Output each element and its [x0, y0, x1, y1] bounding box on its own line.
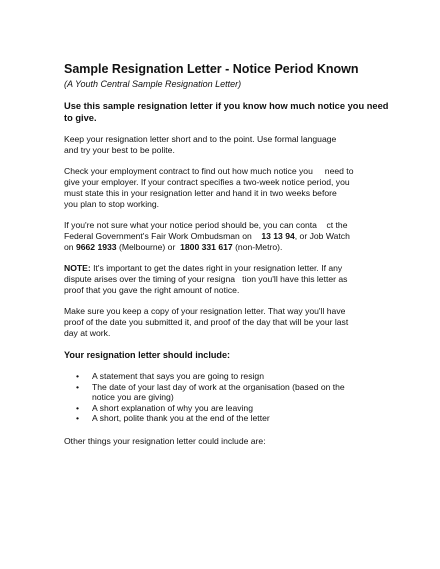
bullet-icon: •: [76, 381, 80, 392]
paragraph-check-contract: [64, 166, 384, 210]
closing-paragraph: Other things your resignation letter could include are:: [64, 435, 266, 446]
phone-job-watch-non-metro: 1800 331 617: [180, 242, 233, 252]
paragraph-line: If you're not sure what your notice period should be, you can conta ct the: [64, 220, 348, 230]
paragraph-line: must state this in your resignation letter and hand it in two weeks before: [64, 188, 337, 198]
text-fragment: on: [64, 242, 76, 252]
list-item: [64, 413, 384, 424]
text-fragment: , or Job Watch: [294, 231, 350, 241]
list-item-line: The date of your last day of work at the organisation (based on the: [92, 381, 345, 392]
paragraph-line: [64, 242, 384, 253]
list-item-line: A short, polite thank you at the end of the letter: [92, 413, 270, 424]
text-fragment: (non-Metro).: [232, 242, 283, 252]
paragraph-line: [64, 231, 384, 242]
paragraph-line: Keep your resignation letter short and to the point. Use formal language: [64, 134, 337, 144]
intro-line: to give.: [64, 113, 97, 123]
paragraph-line: proof of the date you submitted it, and proof of the day that will be your last: [64, 317, 349, 327]
paragraph-line: Make sure you keep a copy of your resignation letter. That way you'll have: [64, 306, 346, 316]
paragraph-line: Check your employment contract to find out how much notice you need to: [64, 166, 354, 176]
section-heading: Your resignation letter should include:: [64, 350, 231, 360]
text-fragment: It's important to get the dates right in your resignation letter. If any: [90, 263, 343, 273]
paragraph-keep-short: [64, 134, 384, 156]
bullet-icon: •: [76, 402, 80, 413]
list-item-line: A short explanation of why you are leaving: [92, 402, 253, 413]
note-label: NOTE:: [64, 263, 91, 273]
note-paragraph: [64, 263, 384, 296]
intro-paragraph: [64, 100, 389, 124]
paragraph-keep-copy: [64, 306, 384, 339]
paragraph-line: you plan to stop working.: [64, 199, 160, 209]
paragraph-line: day at work.: [64, 328, 111, 338]
list-item-line: notice you are giving): [92, 392, 174, 403]
paragraph-line: proof that you gave the right amount of notice.: [64, 285, 240, 295]
paragraph-line: [64, 263, 384, 274]
text-fragment: Federal Government's Fair Work Ombudsman on: [64, 231, 262, 241]
list-item: [64, 382, 384, 403]
paragraph-notice-contacts: [64, 220, 384, 253]
list-item-line: A statement that says you are going to resign: [92, 371, 264, 381]
paragraph-line: dispute arises over the timing of your resigna tion you'll have this letter as: [64, 274, 348, 284]
intro-line: Use this sample resignation letter if you know how much notice you need: [64, 101, 389, 111]
list-item: [64, 403, 384, 414]
bullet-icon: •: [76, 371, 80, 381]
text-fragment: (Melbourne) or: [116, 242, 181, 252]
page-subtitle: (A Youth Central Sample Resignation Letter): [64, 79, 242, 89]
letter-content: [64, 62, 389, 447]
bullet-icon: •: [76, 413, 80, 424]
list-item: [64, 371, 384, 382]
page-title: Sample Resignation Letter - Notice Period Known: [64, 62, 359, 76]
paragraph-line: and try your best to be polite.: [64, 145, 175, 155]
paragraph-line: give your employer. If your contract specifies a two-week notice period, you: [64, 177, 350, 187]
phone-fair-work-ombudsman: 13 13 94: [261, 231, 295, 241]
include-list: [64, 371, 384, 424]
phone-job-watch-melbourne: 9662 1933: [75, 242, 117, 252]
